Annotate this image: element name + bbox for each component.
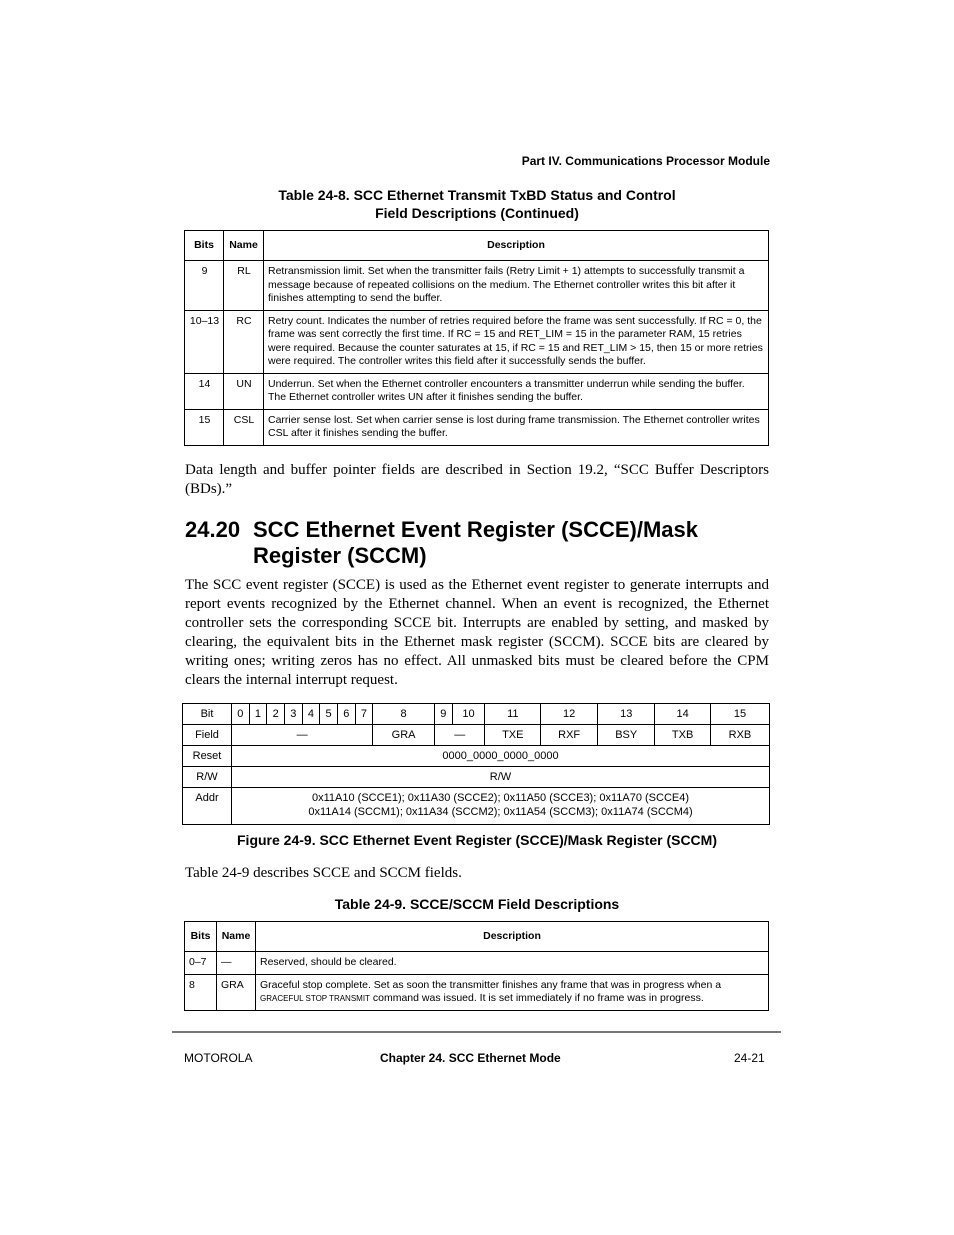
header-bits: Bits	[185, 231, 224, 261]
row-bits: 9	[185, 261, 224, 311]
section-heading	[185, 517, 785, 569]
row-name: UN	[224, 373, 264, 409]
row-description: Retransmission limit. Set when the transmitter fails (Retry Limit + 1) attempts to successfully transmit a message because of repeated collisions on the medium. The Ethernet controller writes this bit after it finishes attempting to send the buffer.	[264, 261, 769, 311]
bit-number: 2	[267, 704, 285, 725]
header-name: Name	[224, 231, 264, 261]
row-bits: 8	[185, 974, 217, 1010]
row-name: RL	[224, 261, 264, 311]
section-number: 24.20	[185, 517, 241, 542]
row-bits: 10–13	[185, 310, 224, 373]
table-row	[185, 373, 769, 409]
register-rw-row	[183, 767, 770, 788]
rw-value: R/W	[232, 767, 770, 788]
row-label-reset: Reset	[183, 746, 232, 767]
bit-number: 8	[373, 704, 435, 725]
section-body: The SCC event register (SCCE) is used as the Ethernet event register to generate interrupts and report events recognized by the Ethernet channel. When an event is recognized, the Ethernet controller sets the corresponding SCCE bit. Interrupts are enabled by setting, and masked by clearing, the equivalent bits in the Ethernet mask register (SCCM). SCCE bits are cleared by writing ones; writing zeros has no effect. All unmasked bits must be cleared before the CPM clears the internal interrupt request.	[185, 577, 769, 688]
row-description	[256, 974, 769, 1010]
footer-left: MOTOROLA	[184, 1051, 253, 1065]
table-row	[185, 310, 769, 373]
register-bit-row	[183, 704, 770, 725]
bit-number: 7	[355, 704, 373, 725]
row-description: Reserved, should be cleared.	[256, 952, 769, 975]
field-reserved-9-10: —	[434, 725, 485, 746]
row-label-bit: Bit	[183, 704, 232, 725]
table-row	[185, 261, 769, 311]
footer-chapter: Chapter 24. SCC Ethernet Mode	[380, 1051, 561, 1065]
row-name: —	[217, 952, 256, 975]
row-description: Retry count. Indicates the number of retries required before the frame was sent successfully. If RC = 0, the frame was sent correctly the first time. If RC = 15 and RET_LIM = 15 in the parameter RAM, 15 retries were required. Because the counter saturates at 15, if RC = 15 and RET_LIM > 15, then 15 or more retries were required. The controller writes this field after it successfully sends the buffer.	[264, 310, 769, 373]
table-row	[185, 952, 769, 975]
table-reference-paragraph: Table 24-9 describes SCCE and SCCM fields.	[185, 865, 462, 881]
row-name: RC	[224, 310, 264, 373]
bit-number: 12	[541, 704, 598, 725]
reset-value: 0000_0000_0000_0000	[232, 746, 770, 767]
row-label-addr: Addr	[183, 788, 232, 825]
row-bits: 14	[185, 373, 224, 409]
footer-rule	[172, 1031, 781, 1033]
field-txb: TXB	[655, 725, 711, 746]
running-head: Part IV. Communications Processor Module	[521, 154, 770, 168]
addr-line2: 0x11A14 (SCCM1); 0x11A34 (SCCM2); 0x11A54 (SCCM3); 0x11A74 (SCCM4)	[308, 806, 693, 818]
register-field-row	[183, 725, 770, 746]
field-gra: GRA	[373, 725, 435, 746]
bit-number: 4	[302, 704, 320, 725]
table-row	[185, 409, 769, 445]
desc-part2: command was issued. It is set immediately if no frame was in progress.	[372, 992, 704, 1004]
bit-number: 9	[434, 704, 452, 725]
bit-number: 14	[655, 704, 711, 725]
table-row	[185, 974, 769, 1010]
row-description: Underrun. Set when the Ethernet controller encounters a transmitter underrun while sending the buffer. The Ethernet controller writes UN after it finishes sending the buffer.	[264, 373, 769, 409]
table-caption	[185, 186, 769, 222]
buffer-descriptor-paragraph: Data length and buffer pointer fields are described in Section 19.2, “SCC Buffer Descriptors (BDs).”	[185, 462, 769, 497]
field-txe: TXE	[485, 725, 541, 746]
scce-field-table	[184, 921, 769, 1011]
table-caption-line1: Table 24-8. SCC Ethernet Transmit TxBD Status and Control	[278, 187, 676, 203]
header-description: Description	[264, 231, 769, 261]
header-description: Description	[256, 922, 769, 952]
row-label-rw: R/W	[183, 767, 232, 788]
table-header-row	[185, 231, 769, 261]
table-caption-line2: Field Descriptions (Continued)	[375, 205, 579, 221]
desc-part1: Graceful stop complete. Set as soon the transmitter finishes any frame that was in progress when a	[260, 978, 722, 991]
field-rxb: RXB	[710, 725, 769, 746]
bit-number: 0	[232, 704, 250, 725]
bit-number: 6	[337, 704, 355, 725]
addr-value	[232, 788, 770, 825]
bit-number: 11	[485, 704, 541, 725]
row-bits: 15	[185, 409, 224, 445]
table-caption-9: Table 24-9. SCCE/SCCM Field Descriptions	[334, 896, 620, 912]
register-diagram	[182, 703, 770, 825]
table-header-row	[185, 922, 769, 952]
bit-number: 10	[452, 704, 485, 725]
bit-number: 13	[598, 704, 655, 725]
register-reset-row	[183, 746, 770, 767]
row-description: Carrier sense lost. Set when carrier sense is lost during frame transmission. The Ethernet controller writes CSL after it finishes sending the buffer.	[264, 409, 769, 445]
bit-number: 5	[320, 704, 338, 725]
bit-number: 1	[249, 704, 267, 725]
row-name: GRA	[217, 974, 256, 1010]
header-name: Name	[217, 922, 256, 952]
field-rxf: RXF	[541, 725, 598, 746]
row-bits: 0–7	[185, 952, 217, 975]
row-name: CSL	[224, 409, 264, 445]
txbd-field-table	[184, 230, 769, 446]
field-reserved-0-7: —	[232, 725, 373, 746]
addr-line1: 0x11A10 (SCCE1); 0x11A30 (SCCE2); 0x11A50 (SCCE3); 0x11A70 (SCCE4)	[311, 792, 690, 804]
section-title-line2: Register (SCCM)	[253, 543, 427, 568]
bit-number: 15	[710, 704, 769, 725]
register-addr-row	[183, 788, 770, 825]
command-name: GRACEFUL STOP TRANSMIT	[260, 994, 370, 1003]
footer-page-number: 24-21	[734, 1051, 765, 1065]
section-title-line1: SCC Ethernet Event Register (SCCE)/Mask	[253, 517, 698, 542]
figure-caption: Figure 24-9. SCC Ethernet Event Register (SCCE)/Mask Register (SCCM)	[237, 832, 717, 848]
field-bsy: BSY	[598, 725, 655, 746]
header-bits: Bits	[185, 922, 217, 952]
row-label-field: Field	[183, 725, 232, 746]
bit-number: 3	[284, 704, 302, 725]
